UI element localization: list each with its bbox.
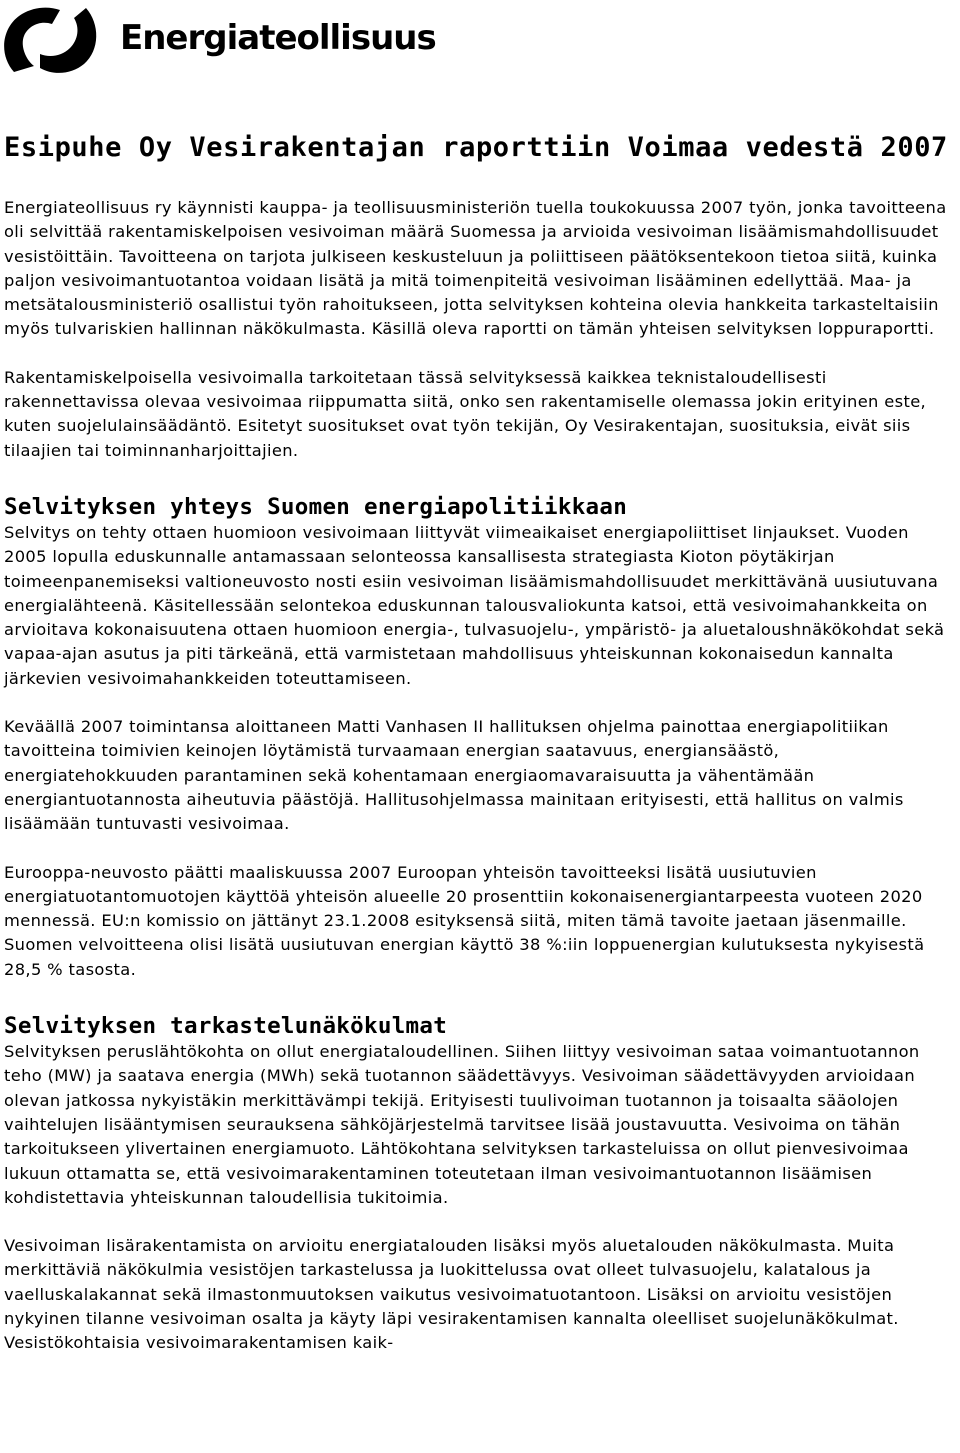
section-heading-perspectives: Selvityksen tarkastelunäkökulmat — [4, 1013, 448, 1040]
logo — [0, 0, 436, 80]
logo-wordmark: Energiateollisuus — [120, 18, 436, 58]
energy-policy-paragraph-2: Keväällä 2007 toimintansa aloittaneen Matti Vanhasen II hallituksen ohjelma painottaa energiapolitiikan tavoitteina toimivien keinojen löytämistä turvaamaan energian saatavuus, energiansäästö, energiatehokkuuden parantaminen sekä kohentamaan energiaomavaraisuutta ja vähentämään energiantuotannosta aiheutuvia päästöjä. Hallitusohjelmassa mainitaan erityisesti, että hallitus on valmis lisäämään tuntuvasti vesivoimaa. — [4, 717, 904, 834]
perspectives-paragraph-1: Selvityksen peruslähtökohta on ollut energiataloudellinen. Siihen liittyy vesivoiman sataa voimantuotannon teho (MW) ja saatava energia (MWh) sekä tuotannon säädettävyys. Vesivoiman säädettävyyden arvioidaan olevan jatkossa nykyistäkin merkittävämpi tekijä. Erityisesti tuulivoiman tuotannon ja toisaalta sääolojen vaihtelujen lisääntymisen seurauksena sähköjärjestelmä tarvitsee lisää joustavuutta. Vesivoima on tähän tarkoitukseen ylivertainen energiamuoto. Lähtökohtana selvityksen tarkasteluissa on ollut pienvesivoimaa lukuun ottamatta se, että vesivoimarakentaminen toteutetaan ilman vesivoimantuotannon lisäämisen kohdistettavia yhteiskunnan taloudellisia tukitoimia. — [4, 1042, 920, 1207]
intro-paragraph-1: Energiateollisuus ry käynnisti kauppa- ja teollisuusministeriön tuella toukokuussa 2007 työn, jonka tavoitteena oli selvittää rakentamiskelpoisen vesivoiman määrä Suomessa ja arvioida vesivoiman lisäämismahdollisuudet vesistöittäin. Tavoitteena on tarjota julkiseen keskusteluun ja poliittiseen päätöksentekoon tietoa siitä, kuinka paljon vesivoimantuotantoa voidaan lisätä ja mitä toimenpiteitä vesivoiman lisääminen edellyttää. Maa- ja metsätalousministeriö osallistui työn rahoitukseen, jotta selvityksen kohteina olevia hankkeita tarkasteltaisiin myös tulvariskien hallinnan näkökulmasta. Käsillä oleva raportti on tämän yhteisen selvityksen loppuraportti. — [4, 198, 947, 339]
document-body — [4, 128, 956, 1356]
perspectives-paragraph-2: Vesivoiman lisärakentamista on arvioitu energiatalouden lisäksi myös aluetalouden näkökulmasta. Muita merkittäviä näkökulmia vesistöjen tarkastelussa ja luokittelussa ovat olleet tulvasuojelu, kalatalous ja vaelluskalakannat sekä ilmastonmuutoksen vaikutus vesivoimatuotantoon. Lisäksi on arvioitu vesistöjen nykyinen tilanne vesivoiman osalta ja käyty läpi vesirakentamisen kannalta oleelliset suojelunäkökulmat. Vesistökohtaisia vesivoimarakentamisen kaik- — [4, 1236, 899, 1353]
energy-policy-paragraph-3: Eurooppa-neuvosto päätti maaliskuussa 2007 Euroopan yhteisön tavoitteeksi lisätä uusiutuvien energiatuotantomuotojen käyttöä yhteisön alueelle 20 prosenttiin kokonaisenergiantarpeesta vuoteen 2020 mennessä. EU:n komissio on jättänyt 23.1.2008 esityksensä siitä, miten tämä tavoite jaetaan jäsenmaille. Suomen velvoitteena olisi lisätä uusiutuvan energian käyttö 38 %:iin loppuenergian kulutuksesta nykyisestä 28,5 % tasosta. — [4, 862, 925, 979]
intro-paragraph-2: Rakentamiskelpoisella vesivoimalla tarkoitetaan tässä selvityksessä kaikkea teknistaloudellisesti rakennettavissa olevaa vesivoimaa riippumatta siitä, onko sen rakentamiselle olemassa jokin erityinen este, kuten suojelulainsäädäntö. Esitetyt suositukset ovat työn tekijän, Oy Vesirakentajan, suosituksia, eivät siis tilaajien tai toiminnanharjoittajien. — [4, 367, 927, 460]
energiateollisuus-logo-mark — [0, 2, 102, 78]
document-title: Esipuhe Oy Vesirakentajan raporttiin Voimaa vedestä 2007 — [4, 132, 948, 163]
section-heading-energy-policy: Selvityksen yhteys Suomen energiapolitiikkaan — [4, 493, 628, 520]
energy-policy-paragraph-1: Selvitys on tehty ottaen huomioon vesivoimaan liittyvät viimeaikaiset energiapoliittiset linjaukset. Vuoden 2005 lopulla eduskunnalle antamassaan selonteossa kansallisesta strategiasta Kioton pöytäkirjan toimeenpanemiseksi valtioneuvosto nosti esiin vesivoiman lisäämismahdollisuudet merkittävänä uusiutuvana energialähteenä. Käsitellessään selontekoa eduskunnan talousvaliokunta katsoi, että vesivoimahankkeita on arvioitava kokonaisuutena ottaen huomioon energia-, tulvasuojelu-, ympäristö- ja aluetaloushnäkökohdat sekä vapaa-ajan asutus ja piti tärkeänä, että varmistetaan mahdollisuus yhteiskunnan kokonaisedun kannalta järkevien vesivoimahankkeiden toteuttamiseen. — [4, 522, 945, 688]
